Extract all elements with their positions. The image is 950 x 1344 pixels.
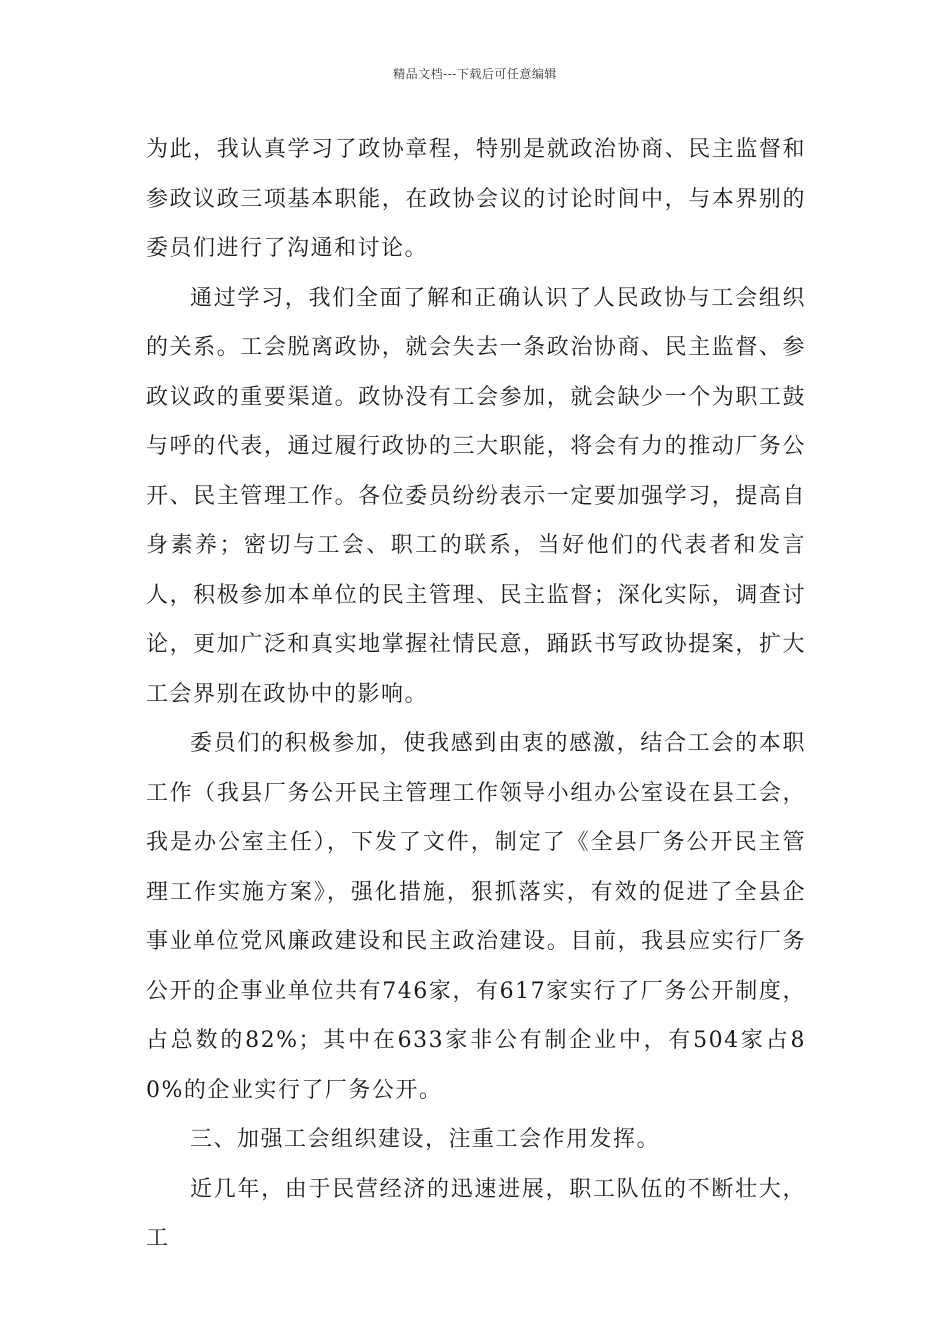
section-heading: 三、加强工会组织建设，注重工会作用发挥。	[190, 1127, 661, 1152]
paragraph-4: 近几年，由于民营经济的迅速进展，职工队伍的不断壮大，工	[146, 1176, 806, 1251]
paragraph-1: 为此，我认真学习了政协章程，特别是就政治协商、民主监督和参政议政三项基本职能，在政协会议的讨论时间中，与本界别的委员们进行了沟通和讨论。	[146, 137, 806, 261]
page-header: 精品文档---下载后可任意编辑	[393, 67, 557, 81]
document-body	[146, 125, 806, 1264]
paragraph-3: 委员们的积极参加，使我感到由衷的感激，结合工会的本职工作（我县厂务公开民主管理工作领导小组办公室设在县工会，我是办公室主任），下发了文件，制定了《全县厂务公开民主管理工作实施方案》，强化措施，狠抓落实，有效的促进了全县企事业单位党风廉政建设和民主政治建设。目前，我县应实行厂务公开的企事业单位共有746家，有617家实行了厂务公开制度，占总数的82%；其中在633家非公有制企业中，有504家占80%的企业实行了厂务公开。	[146, 731, 806, 1103]
paragraph-2: 通过学习，我们全面了解和正确认识了人民政协与工会组织的关系。工会脱离政协，就会失去一条政治协商、民主监督、参政议政的重要渠道。政协没有工会参加，就会缺少一个为职工鼓与呼的代表，通过履行政协的三大职能，将会有力的推动厂务公开、民主管理工作。各位委员纷纷表示一定要加强学习，提高自身素养；密切与工会、职工的联系，当好他们的代表者和发言人，积极参加本单位的民主管理、民主监督；深化实际，调查讨论，更加广泛和真实地掌握社情民意，踊跃书写政协提案，扩大工会界别在政协中的影响。	[146, 285, 806, 707]
